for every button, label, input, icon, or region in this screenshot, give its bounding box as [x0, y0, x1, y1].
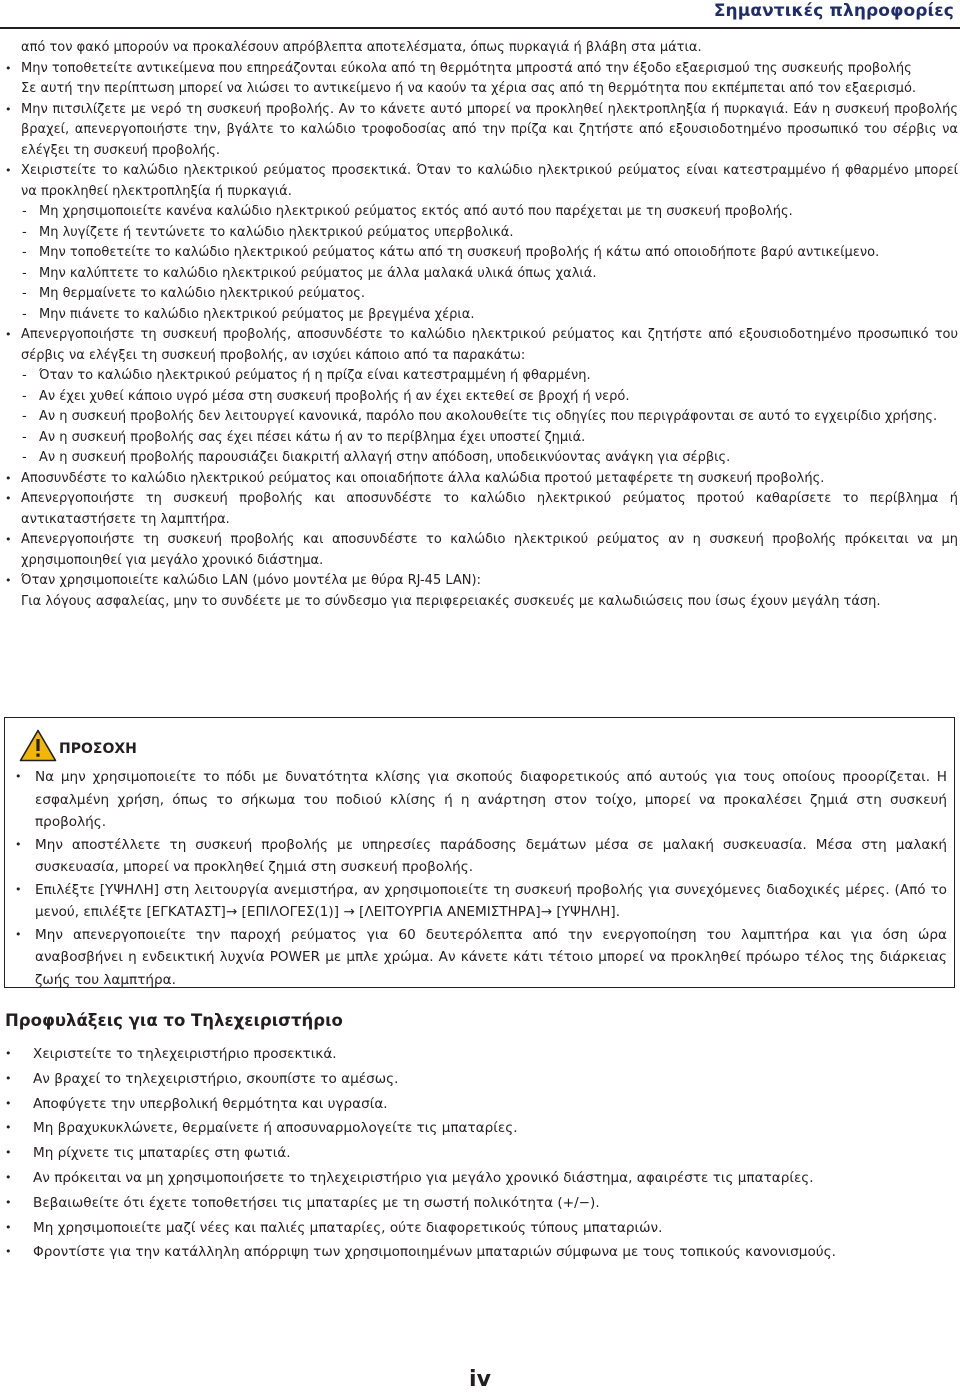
bullet-item: • Αποσυνδέστε το καλώδιο ηλεκτρικού ρεύματος και οποιαδήποτε άλλα καλώδια προτού μεταφέρετε τη συσκευή προβολής. [3, 469, 958, 490]
caution-item-list [11, 766, 947, 991]
safety-item-list [3, 59, 958, 613]
bullet-item: • Χειριστείτε το καλώδιο ηλεκτρικού ρεύματος προσεκτικά. Όταν το καλώδιο ηλεκτρικού ρεύματος είναι κατεστραμμένο ή φθαρμένο μπορεί να προκληθεί ηλεκτροπληξία ή πυρκαγιά. [3, 161, 958, 202]
remote-precaution-item: • Αποφύγετε την υπερβολική θερμότητα και υγρασία. [3, 1092, 953, 1117]
sub-list-item: - Μη χρησιμοποιείτε κανένα καλώδιο ηλεκτρικού ρεύματος εκτός από αυτό που παρέχεται με τη συσκευή προβολής. [3, 202, 958, 223]
safety-text-block [3, 38, 958, 612]
sub-list-item: - Μη λυγίζετε ή τεντώνετε το καλώδιο ηλεκτρικού ρεύματος υπερβολικά. [3, 223, 958, 244]
warning-triangle-icon [19, 729, 57, 762]
bullet-item: • Μην τοποθετείτε αντικείμενα που επηρεάζονται εύκολα από τη θερμότητα μπροστά από την έξοδο εξαερισμού της συσκευής προβολής [3, 59, 958, 80]
caution-item: • Μην αποστέλλετε τη συσκευή προβολής με υπηρεσίες παράδοσης δεμάτων μέσα σε μαλακή συσκευασία. Μέσα στη μαλακή συσκευασία, μπορεί να προκληθεί ζημιά στη συσκευή προβολής. [11, 834, 947, 879]
page-header-title: Σημαντικές πληροφορίες [713, 1, 954, 21]
bullet-item: • Μην πιτσιλίζετε με νερό τη συσκευή προβολής. Αν το κάνετε αυτό μπορεί να προκληθεί ηλεκτροπληξία ή πυρκαγιά. Εάν η συσκευή προβολής βραχεί, απενεργοποιήστε την, βγάλτε το καλώδιο τροφοδοσίας από την πρίζα και ζητήστε από εξουσιοδοτημένο προσωπικό του σέρβις να ελέγξει τη συσκευή προβολής. [3, 100, 958, 162]
remote-precautions-list [3, 1042, 953, 1265]
paragraph: Για λόγους ασφαλείας, μην το συνδέετε με το σύνδεσμο για περιφερειακές συσκευές με καλωδιώσεις που ίσως έχουν μεγάλη τάση. [21, 593, 881, 609]
sub-list-item: - Μην τοποθετείτε το καλώδιο ηλεκτρικού ρεύματος κάτω από τη συσκευή προβολής ή κάτω από οποιοδήποτε βαρύ αντικείμενο. [3, 243, 958, 264]
caution-item: • Να μην χρησιμοποιείτε το πόδι με δυνατότητα κλίσης για σκοπούς διαφορετικούς από αυτούς για τους οποίους προορίζεται. Η εσφαλμένη χρήση, όπως το σήκωμα του ποδιού κλίσης ή η ανάρτηση στον τοίχο, μπορεί να προκαλέσει ζημιά στη συσκευή προβολής. [11, 766, 947, 834]
remote-precaution-item: • Χειριστείτε το τηλεχειριστήριο προσεκτικά. [3, 1042, 953, 1067]
remote-precaution-item: • Μη ρίχνετε τις μπαταρίες στη φωτιά. [3, 1141, 953, 1166]
paragraph: Σε αυτή την περίπτωση μπορεί να λιώσει το αντικείμενο ή να καούν τα χέρια σας από τη θερμότητα που εκπέμπεται από τον εξαερισμό. [21, 81, 917, 96]
caution-label: ΠΡΟΣΟΧΗ [59, 741, 137, 757]
sub-list-item: - Μην πιάνετε το καλώδιο ηλεκτρικού ρεύματος με βρεγμένα χέρια. [3, 305, 958, 326]
sub-list-item: - Όταν το καλώδιο ηλεκτρικού ρεύματος ή η πρίζα είναι κατεστραμμένη ή φθαρμένη. [3, 366, 958, 387]
remote-precaution-item: • Αν βραχεί το τηλεχειριστήριο, σκουπίστε το αμέσως. [3, 1067, 953, 1092]
caution-item: • Μην απενεργοποιείτε την παροχή ρεύματος για 60 δευτερόλεπτα από την ενεργοποίηση του λαμπτήρα και για όση ώρα αναβοσβήνει η ενδεικτική λυχνία POWER με μπλε χρώμα. Αν κάνετε κάτι τέτοιο μπορεί να προκληθεί πρόωρο τέλος της διάρκειας ζωής του λαμπτήρα. [11, 924, 947, 992]
remote-precaution-item: • Βεβαιωθείτε ότι έχετε τοποθετήσει τις μπαταρίες με τη σωστή πολικότητα (+/−). [3, 1191, 953, 1216]
caution-item: • Επιλέξτε [ΥΨΗΛΗ] στη λειτουργία ανεμιστήρα, αν χρησιμοποιείτε τη συσκευή προβολής για συνεχόμενες διαδοχικές μέρες. (Από το μενού, επιλέξτε [ΕΓΚΑΤΑΣΤ]→ [ΕΠΙΛΟΓΕΣ(1)] → [ΛΕΙΤΟΥΡΓΙΑ ΑΝΕΜΙΣΤΗΡΑ]→ [ΥΨΗΛΗ]. [11, 879, 947, 924]
bullet-item: • Όταν χρησιμοποιείτε καλώδιο LAN (μόνο μοντέλα με θύρα RJ-45 LAN): [3, 571, 958, 592]
bullet-item: • Απενεργοποιήστε τη συσκευή προβολής και αποσυνδέστε το καλώδιο ηλεκτρικού ρεύματος προτού καθαρίσετε το περίβλημα ή αντικαταστήσετε τη λαμπτήρα. [3, 489, 958, 530]
sub-list-item: - Αν έχει χυθεί κάποιο υγρό μέσα στη συσκευή προβολής ή αν έχει εκτεθεί σε βροχή ή νερό. [3, 387, 958, 408]
sub-list-item: - Μη θερμαίνετε το καλώδιο ηλεκτρικού ρεύματος. [3, 284, 958, 305]
sub-list-item: - Μην καλύπτετε το καλώδιο ηλεκτρικού ρεύματος με άλλα μαλακά υλικά όπως χαλιά. [3, 264, 958, 285]
sub-list-item: - Αν η συσκευή προβολής δεν λειτουργεί κανονικά, παρόλο που ακολουθείτε τις οδηγίες που περιγράφονται σε αυτό το εγχειρίδιο χρήσης. [3, 407, 958, 428]
remote-precaution-item: • Μη χρησιμοποιείτε μαζί νέες και παλιές μπαταρίες, ούτε διαφορετικούς τύπους μπαταριών. [3, 1216, 953, 1241]
bullet-item: • Απενεργοποιήστε τη συσκευή προβολής και αποσυνδέστε το καλώδιο ηλεκτρικού ρεύματος αν η συσκευή προβολής πρόκειται να μη χρησιμοποιηθεί για μεγάλο χρονικό διάστημα. [3, 530, 958, 571]
sub-list-item: - Αν η συσκευή προβολής παρουσιάζει διακριτή αλλαγή στην απόδοση, υποδεικνύοντας ανάγκη για σέρβις. [3, 448, 958, 469]
page-number: iv [469, 1367, 491, 1392]
caution-box [4, 717, 955, 988]
remote-precaution-item: • Φροντίστε για την κατάλληλη απόρριψη των χρησιμοποιημένων μπαταριών σύμφωνα με τους τοπικούς κανονισμούς. [3, 1240, 953, 1265]
bullet-item: • Απενεργοποιήστε τη συσκευή προβολής, αποσυνδέστε το καλώδιο ηλεκτρικού ρεύματος και ζητήστε από εξουσιοδοτημένο προσωπικό του σέρβις να ελέγξει τη συσκευή προβολής, αν ισχύει κάποιο από τα παρακάτω: [3, 325, 958, 366]
header-divider [0, 27, 960, 29]
remote-precaution-item: • Αν πρόκειται να μη χρησιμοποιήσετε το τηλεχειριστήριο για μεγάλο χρονικό διάστημα, αφαιρέστε τις μπαταρίες. [3, 1166, 953, 1191]
continued-paragraph: από τον φακό μπορούν να προκαλέσουν απρόβλεπτα αποτελέσματα, όπως πυρκαγιά ή βλάβη στα μάτια. [21, 40, 702, 55]
remote-precautions-title: Προφυλάξεις για το Τηλεχειριστήριο [5, 1011, 343, 1030]
remote-precaution-item: • Μη βραχυκυκλώνετε, θερμαίνετε ή αποσυναρμολογείτε τις μπαταρίες. [3, 1116, 953, 1141]
sub-list-item: - Αν η συσκευή προβολής σας έχει πέσει κάτω ή αν το περίβλημα έχει υποστεί ζημιά. [3, 428, 958, 449]
